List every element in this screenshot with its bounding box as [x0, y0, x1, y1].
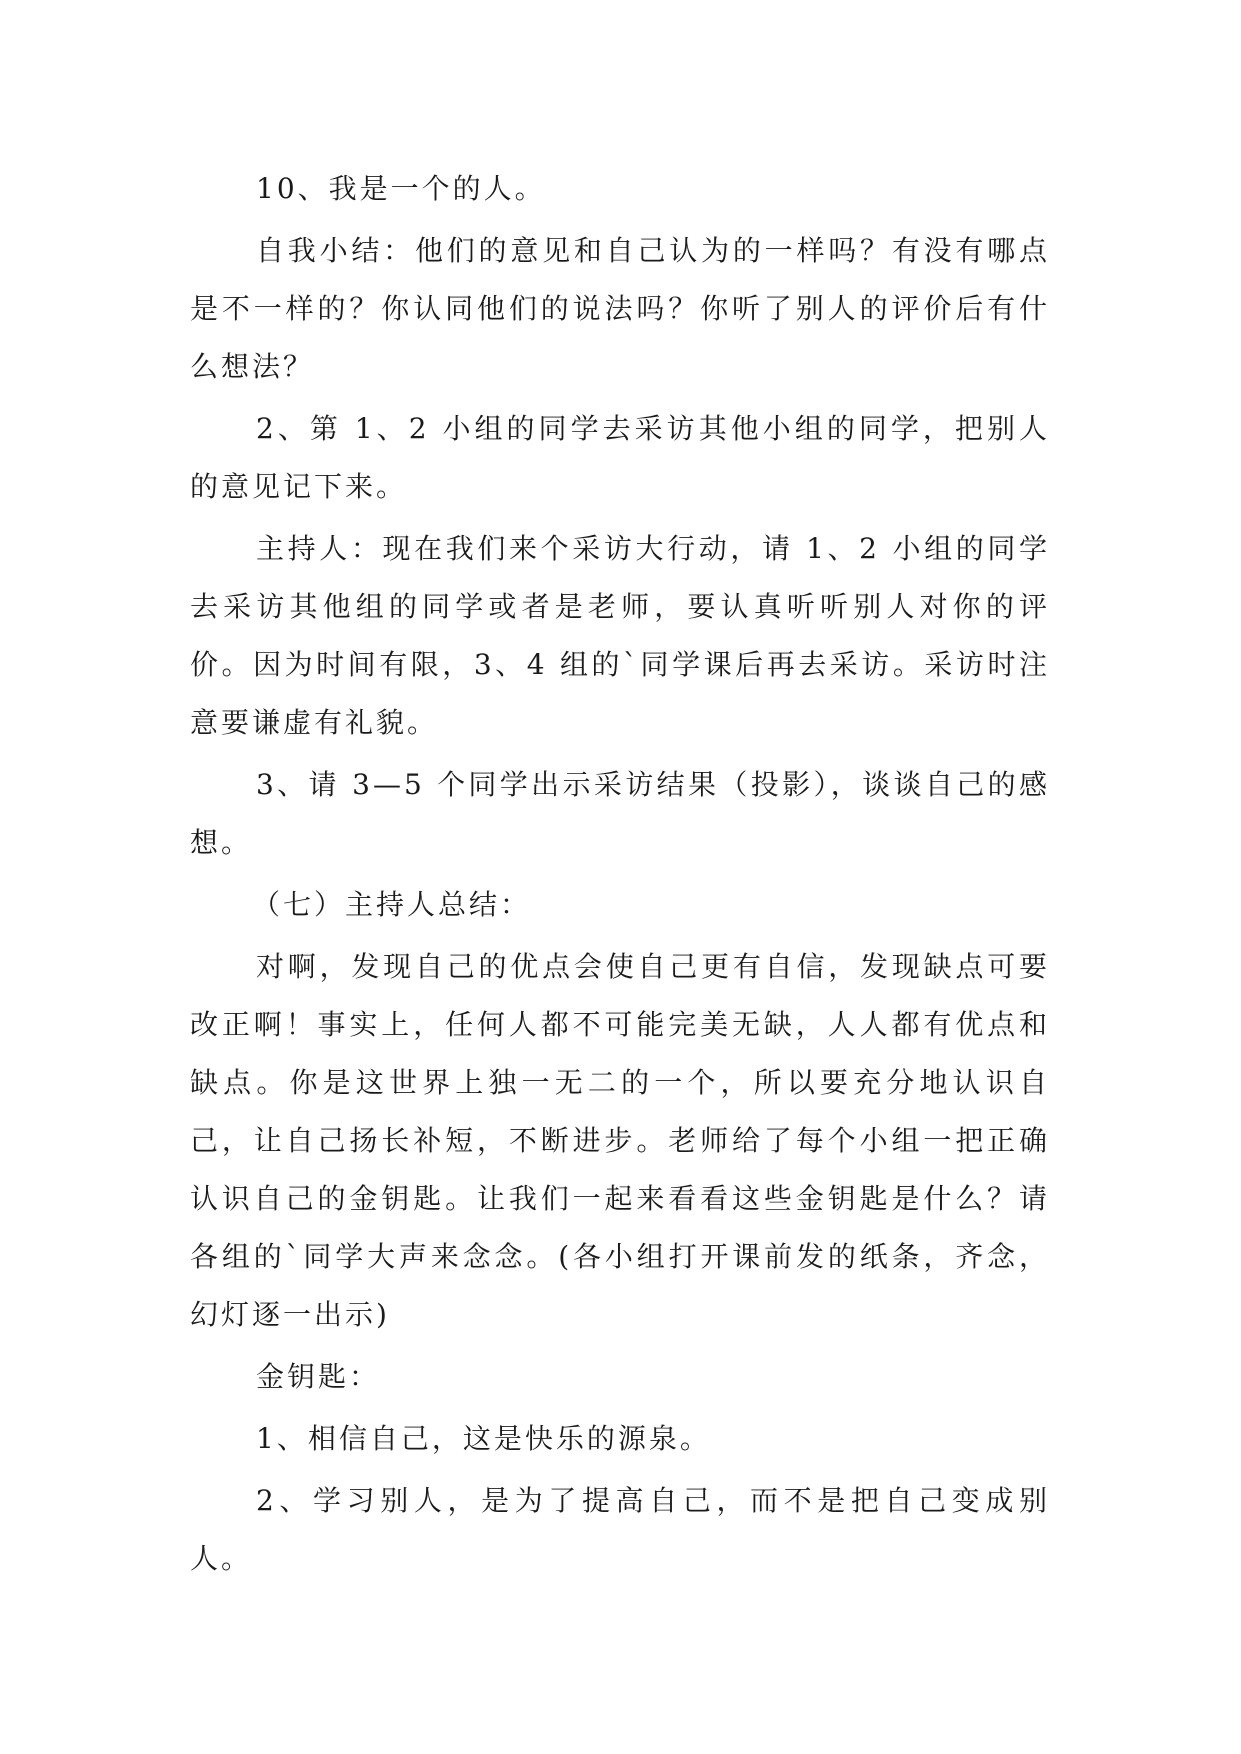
paragraph-self-summary: 自我小结：他们的意见和自己认为的一样吗？有没有哪点是不一样的？你认同他们的说法吗？你听了别人的评价后有什么想法？ — [190, 234, 1050, 383]
paragraph-key-1: 1、相信自己，这是快乐的源泉。 — [256, 1422, 711, 1455]
paragraph-step-2: 2、第 1、2 小组的同学去采访其他小组的同学，把别人的意见记下来。 — [190, 412, 1050, 503]
paragraph-golden-key-label: 金钥匙： — [256, 1360, 381, 1393]
section-heading-host-summary: （七）主持人总结： — [252, 888, 532, 921]
paragraph-host-interview: 主持人：现在我们来个采访大行动，请 1、2 小组的同学去采访其他组的同学或者是老师，要认真听听别人对你的评价。因为时间有限，3、4 组的`同学课后再去采访。采访时注意要谦虚有礼貌。 — [190, 532, 1050, 739]
paragraph-key-2: 2、学习别人，是为了提高自己，而不是把自己变成别人。 — [190, 1484, 1050, 1575]
paragraph-step-3: 3、请 3—5 个同学出示采访结果（投影），谈谈自己的感想。 — [190, 768, 1050, 859]
document-body — [190, 160, 1050, 1592]
paragraph-host-summary: 对啊，发现自己的优点会使自己更有自信，发现缺点可要改正啊！事实上，任何人都不可能完美无缺，人人都有优点和缺点。你是这世界上独一无二的一个，所以要充分地认识自己，让自己扬长补短，不断进步。老师给了每个小组一把正确认识自己的金钥匙。让我们一起来看看这些金钥匙是什么？请各组的`同学大声来念念。(各小组打开课前发的纸条，齐念，幻灯逐一出示) — [190, 950, 1050, 1331]
paragraph-item-10: 10、我是一个的人。 — [256, 172, 546, 205]
